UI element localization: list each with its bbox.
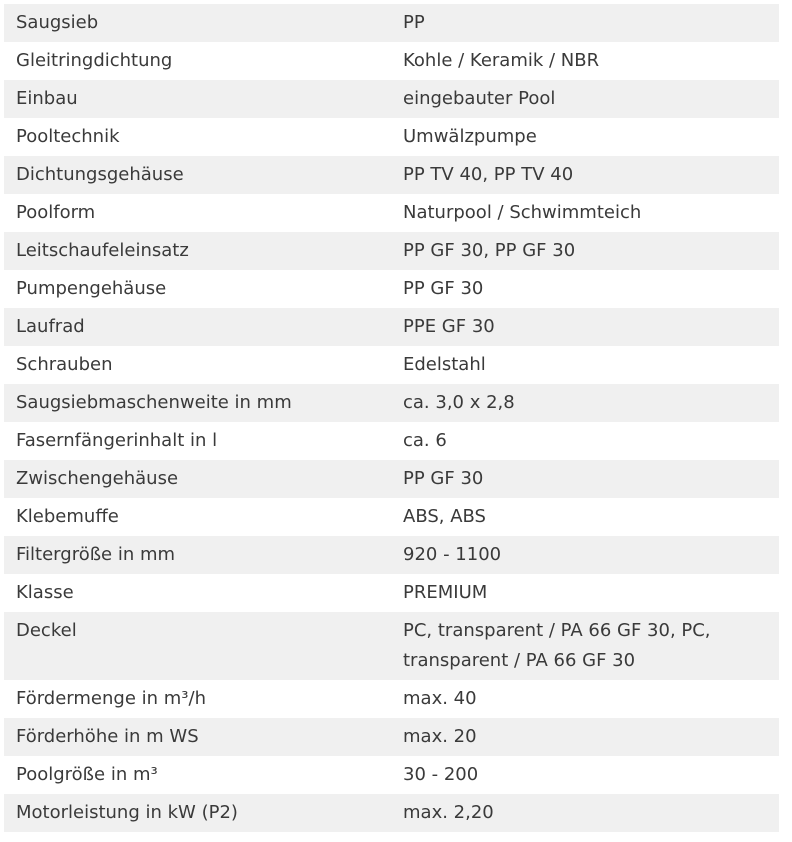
spec-label: Dichtungsgehäuse [4,156,391,194]
spec-value: ABS, ABS [391,498,779,536]
spec-value: ca. 3,0 x 2,8 [391,384,779,422]
specifications-table-body [4,4,779,832]
spec-label: Pumpengehäuse [4,270,391,308]
spec-label: Fasernfängerinhalt in l [4,422,391,460]
spec-label: Motorleistung in kW (P2) [4,794,391,832]
spec-label: Zwischengehäuse [4,460,391,498]
spec-label: Förderhöhe in m WS [4,718,391,756]
spec-label: Pooltechnik [4,118,391,156]
spec-value: PP GF 30 [391,270,779,308]
spec-label: Fördermenge in m³/h [4,680,391,718]
table-row [4,612,779,680]
spec-label: Schrauben [4,346,391,384]
spec-label: Klebemuffe [4,498,391,536]
spec-value: 30 - 200 [391,756,779,794]
table-row [4,232,779,270]
spec-label: Saugsiebmaschenweite in mm [4,384,391,422]
table-row [4,308,779,346]
spec-value: Kohle / Keramik / NBR [391,42,779,80]
spec-value: eingebauter Pool [391,80,779,118]
spec-label: Leitschaufeleinsatz [4,232,391,270]
spec-value: PP GF 30, PP GF 30 [391,232,779,270]
table-row [4,756,779,794]
spec-label: Einbau [4,80,391,118]
table-row [4,118,779,156]
spec-value: ca. 6 [391,422,779,460]
spec-label: Klasse [4,574,391,612]
spec-label: Poolgröße in m³ [4,756,391,794]
table-row [4,574,779,612]
table-row [4,680,779,718]
table-row [4,422,779,460]
spec-value: PP GF 30 [391,460,779,498]
spec-value: Umwälzpumpe [391,118,779,156]
table-row [4,718,779,756]
spec-value: PPE GF 30 [391,308,779,346]
spec-value: max. 2,20 [391,794,779,832]
spec-value: Naturpool / Schwimmteich [391,194,779,232]
table-row [4,460,779,498]
table-row [4,498,779,536]
table-row [4,80,779,118]
spec-label: Laufrad [4,308,391,346]
spec-label: Filtergröße in mm [4,536,391,574]
table-row [4,536,779,574]
spec-value: Edelstahl [391,346,779,384]
table-row [4,42,779,80]
table-row [4,794,779,832]
specifications-table [4,4,779,832]
spec-label: Deckel [4,612,391,680]
table-row [4,156,779,194]
table-row [4,384,779,422]
spec-value: PC, transparent / PA 66 GF 30, PC, transparent / PA 66 GF 30 [391,612,779,680]
table-row [4,194,779,232]
spec-label: Poolform [4,194,391,232]
spec-value: max. 20 [391,718,779,756]
spec-label: Saugsieb [4,4,391,42]
table-row [4,4,779,42]
table-row [4,270,779,308]
spec-value: PP [391,4,779,42]
spec-value: PP TV 40, PP TV 40 [391,156,779,194]
table-row [4,346,779,384]
spec-value: 920 - 1100 [391,536,779,574]
spec-label: Gleitringdichtung [4,42,391,80]
spec-value: max. 40 [391,680,779,718]
spec-value: PREMIUM [391,574,779,612]
